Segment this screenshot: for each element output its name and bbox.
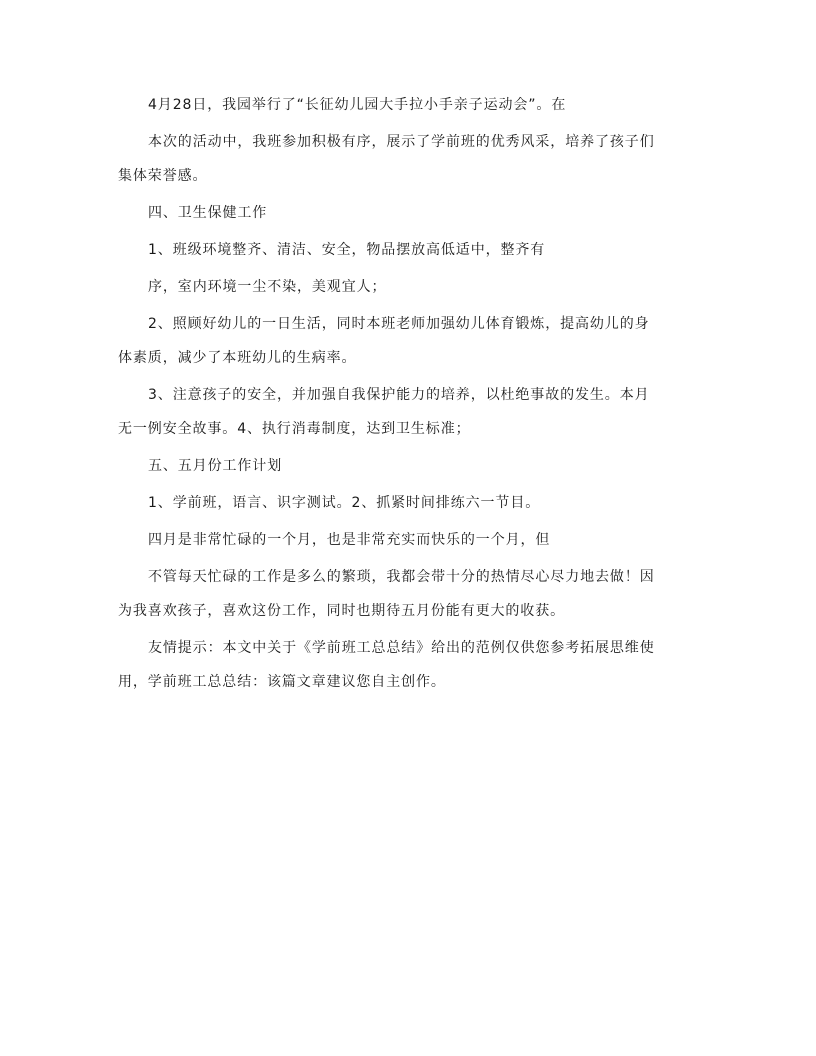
section-heading: 四、卫生保健工作 (148, 205, 268, 221)
paragraph-line: 2、照顾好幼儿的一日生活，同时本班老师加强幼儿体育锻炼，提高幼儿的身 (148, 316, 650, 332)
paragraph-line: 集体荣誉感。 (118, 168, 208, 184)
paragraph-line: 1、班级环境整齐、清洁、安全，物品摆放高低适中，整齐有 (148, 242, 546, 258)
paragraph-line: 不管每天忙碌的工作是多么的繁琐，我都会带十分的热情尽心尽力地去做！因 (148, 569, 655, 585)
paragraph-line: 为我喜欢孩子，喜欢这份工作，同时也期待五月份能有更大的收获。 (118, 603, 565, 619)
paragraph-line: 4月28日，我园举行了“长征幼儿园大手拉小手亲子运动会”。在 (148, 97, 567, 113)
tip-line: 用，学前班工总总结：该篇文章建议您自主创作。 (118, 674, 446, 690)
section-heading: 五、五月份工作计划 (148, 458, 283, 474)
paragraph-line: 1、学前班，语言、识字测试。2、抓紧时间排练六一节目。 (148, 495, 541, 511)
paragraph-line: 序，室内环境一尘不染，美观宜人； (148, 279, 387, 295)
paragraph-line: 体素质，减少了本班幼儿的生病率。 (118, 350, 357, 366)
paragraph-line: 3、注意孩子的安全，并加强自我保护能力的培养，以杜绝事故的发生。本月 (148, 387, 650, 403)
paragraph-line: 四月是非常忙碌的一个月，也是非常充实而快乐的一个月，但 (148, 532, 551, 548)
tip-line: 友情提示：本文中关于《学前班工总总结》给出的范例仅供您参考拓展思维使 (148, 640, 655, 656)
document-body (118, 92, 700, 695)
paragraph-line: 本次的活动中，我班参加积极有序，展示了学前班的优秀风采，培养了孩子们 (148, 134, 655, 150)
paragraph-line: 无一例安全故事。4、执行消毒制度，达到卫生标准； (118, 421, 471, 437)
